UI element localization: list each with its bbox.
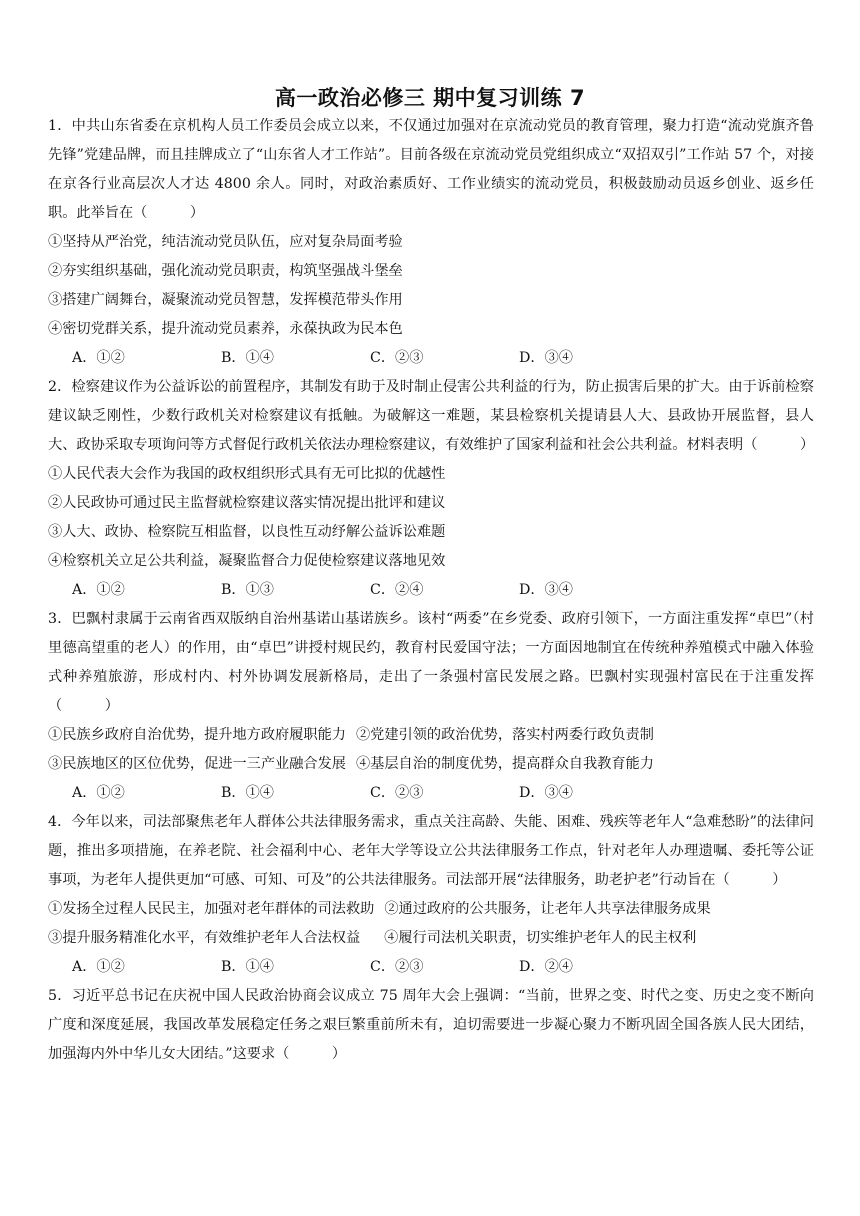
statement-2: ②党建引领的政治优势，落实村两委行政负责制 (355, 727, 654, 743)
answer-choices (48, 344, 814, 373)
answer-choices (48, 576, 814, 605)
answer-choices (48, 779, 814, 808)
question-2 (48, 373, 814, 605)
statement-2: ②夯实组织基础，强化流动党员职责，构筑坚强战斗堡垒 (48, 263, 403, 279)
question-stem: 3．巴飘村隶属于云南省西双版纳自治州基诺山基诺族乡。该村“两委”在乡党委、政府引领下，一方面注重发挥“卓巴”（村里德高望重的老人）的作用，由“卓巴”讲授村规民约，教育村民爱国守法；一方面因地制宜在传统种养殖模式中融入体验式种养殖旅游，形成村内、村外协调发展新格局，走出了一条强村富民发展之路。巴飘村实现强村富民在于注重发挥（ ） (48, 611, 814, 714)
question-stem: 1．中共山东省委在京机构人员工作委员会成立以来，不仅通过加强对在京流动党员的教育管理，聚力打造“流动党旗齐鲁先锋”党建品牌，而且挂牌成立了“山东省人才工作站”。目前各级在京流动党员党组织成立“双招双引”工作站 57 个，对接在京各行业高层次人才达 4800 余人。同时，对政治素质好、工作业绩实的流动党员，积极鼓励动员返乡创业、返乡任职。此举旨在（ ） (48, 118, 814, 221)
choice-a[interactable]: A．①② (72, 350, 125, 366)
statement-1: ①民族乡政府自治优势，提升地方政府履职能力 (48, 727, 346, 743)
statement-1: ①发扬全过程人民民主，加强对老年群体的司法救助 (48, 901, 375, 917)
answer-choices (48, 953, 814, 982)
statement-3: ③搭建广阔舞台，凝聚流动党员智慧，发挥模范带头作用 (48, 292, 403, 308)
statement-4: ④履行司法机关职责，切实维护老年人的民主权利 (384, 930, 697, 946)
question-list (48, 112, 814, 1069)
question-4 (48, 808, 814, 982)
choice-c[interactable]: C．②④ (370, 582, 424, 598)
statement-3: ③人大、政协、检察院互相监督，以良性互动纾解公益诉讼难题 (48, 524, 446, 540)
statement-2: ②通过政府的公共服务，让老年人共享法律服务成果 (384, 901, 711, 917)
statement-4: ④基层自治的制度优势，提高群众自我教育能力 (355, 756, 654, 772)
choice-d[interactable]: D．③④ (519, 582, 573, 598)
choice-c[interactable]: C．②③ (370, 350, 424, 366)
statement-4: ④检察机关立足公共利益，凝聚监督合力促使检察建议落地见效 (48, 553, 446, 569)
page-title: 高一政治必修三 期中复习训练 7 (274, 86, 586, 110)
choice-a[interactable]: A．①② (72, 582, 125, 598)
choice-b[interactable]: B．①④ (221, 785, 274, 801)
statement-1: ①坚持从严治党，纯洁流动党员队伍，应对复杂局面考验 (48, 234, 403, 250)
choice-b[interactable]: B．①④ (221, 959, 274, 975)
statement-row (48, 721, 814, 750)
choice-b[interactable]: B．①③ (221, 582, 274, 598)
statement-4: ④密切党群关系，提升流动党员素养，永葆执政为民本色 (48, 321, 403, 337)
statement-row (48, 750, 814, 779)
choice-d[interactable]: D．③④ (519, 350, 573, 366)
choice-d[interactable]: D．③④ (519, 785, 573, 801)
question-stem: 4．今年以来，司法部聚焦老年人群体公共法律服务需求，重点关注高龄、失能、困难、残疾等老年人“急难愁盼”的法律问题，推出多项措施，在养老院、社会福利中心、老年大学等设立公共法律服务工作点，针对老年人办理遗嘱、委托等公证事项，为老年人提供更加“可感、可知、可及”的公共法律服务。司法部开展“法律服务，助老护老”行动旨在（ ） (48, 814, 814, 888)
statement-1: ①人民代表大会作为我国的政权组织形式具有无可比拟的优越性 (48, 466, 446, 482)
question-3 (48, 605, 814, 808)
choice-c[interactable]: C．②③ (370, 959, 424, 975)
statement-row (48, 895, 814, 924)
choice-a[interactable]: A．①② (72, 785, 125, 801)
question-stem: 2．检察建议作为公益诉讼的前置程序，其制发有助于及时制止侵害公共利益的行为，防止损害后果的扩大。由于诉前检察建议缺乏刚性，少数行政机关对检察建议有抵触。为破解这一难题，某县检察机关提请县人大、县政协开展监督，县人大、政协采取专项询问等方式督促行政机关依法办理检察建议，有效维护了国家利益和社会公共利益。材料表明（ ） (48, 379, 815, 453)
statement-3: ③民族地区的区位优势，促进一三产业融合发展 (48, 756, 346, 772)
choice-b[interactable]: B．①④ (221, 350, 274, 366)
question-1 (48, 112, 814, 373)
choice-c[interactable]: C．②③ (370, 785, 424, 801)
statement-2: ②人民政协可通过民主监督就检察建议落实情况提出批评和建议 (48, 495, 446, 511)
question-stem: 5．习近平总书记在庆祝中国人民政治协商会议成立 75 周年大会上强调：“当前，世界之变、时代之变、历史之变不断向广度和深度延展，我国改革发展稳定任务之艰巨繁重前所未有，迫切需要进一步凝心聚力不断巩固全国各族人民大团结，加强海内外中华儿女大团结。”这要求（ ） (48, 988, 814, 1062)
statement-row (48, 924, 814, 953)
choice-d[interactable]: D．②④ (519, 959, 573, 975)
statement-3: ③提升服务精准化水平，有效维护老年人合法权益 (48, 930, 361, 946)
question-5 (48, 982, 814, 1069)
choice-a[interactable]: A．①② (72, 959, 125, 975)
